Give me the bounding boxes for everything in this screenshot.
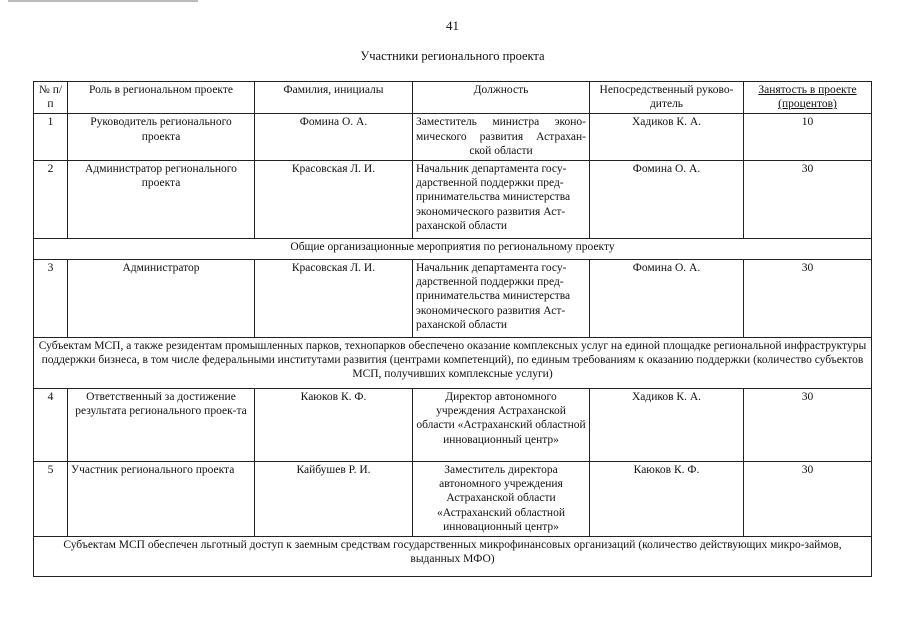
section-header-row: [34, 537, 872, 577]
row-number: 4: [34, 389, 68, 462]
scan-edge-mark: [8, 0, 198, 2]
row-role: Руководитель регионального проекта: [68, 114, 255, 161]
row-name: Красовская Л. И.: [255, 260, 413, 338]
table-row: [34, 114, 872, 161]
row-supervisor: Хадиков К. А.: [590, 114, 744, 161]
row-role: Ответственный за достижение результата регионального проек-та: [68, 389, 255, 462]
row-position: Директор автономного учреждения Астраханской области «Астраханский областной инновационный центр»: [413, 389, 590, 462]
row-load: 30: [744, 389, 872, 462]
row-position: Заместитель директора автономного учреждения Астраханской области «Астраханский областной инновационный центр»: [413, 462, 590, 537]
row-load: 30: [744, 161, 872, 239]
row-number: 3: [34, 260, 68, 338]
header-supervisor: Непосредственный руково-дитель: [590, 82, 744, 114]
row-number: 5: [34, 462, 68, 537]
row-supervisor: Фомина О. А.: [590, 161, 744, 239]
row-supervisor: Хадиков К. А.: [590, 389, 744, 462]
table-row: [34, 161, 872, 239]
header-number: № п/п: [34, 82, 68, 114]
header-position: Должность: [413, 82, 590, 114]
participants-table: [33, 81, 872, 577]
section-header-row: [34, 338, 872, 389]
row-number: 2: [34, 161, 68, 239]
table-row: [34, 260, 872, 338]
section-title: Общие организационные мероприятия по региональному проекту: [34, 239, 872, 260]
row-load: 30: [744, 260, 872, 338]
table-row: [34, 389, 872, 462]
row-position: Заместитель министра эконо-мического развития Астрахан-ской области: [413, 114, 590, 161]
header-role: Роль в региональном проекте: [68, 82, 255, 114]
row-role: Администратор регионального проекта: [68, 161, 255, 239]
table-header-row: [34, 82, 872, 114]
row-name: Каюков К. Ф.: [255, 389, 413, 462]
document-title: Участники регионального проекта: [360, 49, 545, 63]
row-position: Начальник департамента госу-дарственной поддержки пред-принимательства министерства экономического развития Аст-раханской области: [413, 260, 590, 338]
section-title: Субъектам МСП, а также резидентам промышленных парков, технопарков обеспечено оказание комплексных услуг на единой площадке региональной инфраструктуры поддержки бизнеса, в том числе федеральными институтами развития (центрами компетенций), по единым требованиям к оказанию поддержки (количество субъектов МСП, получивших комплексные услуги): [34, 338, 872, 389]
row-position: Начальник департамента госу-дарственной поддержки пред-принимательства министерства экономического развития Аст-раханской области: [413, 161, 590, 239]
row-load: 10: [744, 114, 872, 161]
row-supervisor: Фомина О. А.: [590, 260, 744, 338]
row-load: 30: [744, 462, 872, 537]
header-load: Занятость в проекте (процентов): [744, 82, 872, 114]
row-name: Красовская Л. И.: [255, 161, 413, 239]
row-number: 1: [34, 114, 68, 161]
page-number: 41: [446, 18, 459, 33]
row-name: Кайбушев Р. И.: [255, 462, 413, 537]
row-name: Фомина О. А.: [255, 114, 413, 161]
row-role: Администратор: [68, 260, 255, 338]
header-name: Фамилия, инициалы: [255, 82, 413, 114]
row-role: Участник регионального проекта: [68, 462, 255, 537]
row-supervisor: Каюков К. Ф.: [590, 462, 744, 537]
table-row: [34, 462, 872, 537]
section-title: Субъектам МСП обеспечен льготный доступ к заемным средствам государственных микрофинансовых организаций (количество действующих микро-займов, выданных МФО): [34, 537, 872, 577]
section-header-row: [34, 239, 872, 260]
